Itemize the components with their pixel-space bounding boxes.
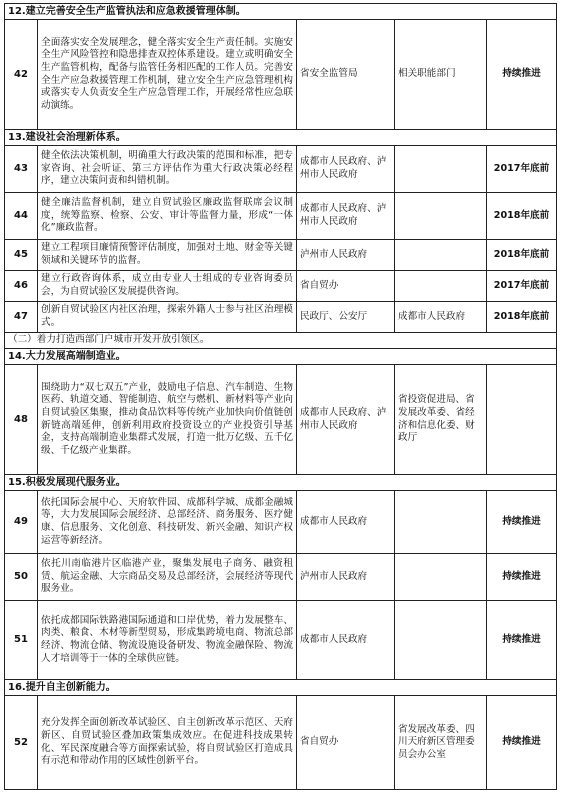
- completion-time: 持续推进: [487, 696, 557, 790]
- table-row: [5, 302, 557, 333]
- completion-time: 2018年底前: [487, 193, 557, 240]
- section-heading: 13.建设社会治理新体系。: [5, 130, 557, 146]
- task-content: 依托川南临港片区临港产业，聚集发展电子商务、融资租赁、航运金融、大宗商品交易及总部经济，会展经济等现代服务业。: [38, 554, 297, 601]
- section-heading-row: [5, 475, 557, 491]
- row-number: 42: [5, 20, 38, 130]
- completion-time: 2018年底前: [487, 240, 557, 271]
- responsible-unit: 省发展改革委、四川天府新区管理委员会办公室: [395, 696, 487, 790]
- responsible-unit: [395, 271, 487, 302]
- lead-unit: 成都市人民政府、泸州市人民政府: [297, 365, 395, 475]
- lead-unit: 省自贸办: [297, 696, 395, 790]
- responsible-unit: [395, 146, 487, 193]
- part-heading: （二）着力打造西部门户城市开发开放引领区。: [5, 333, 557, 349]
- table-row: [5, 271, 557, 302]
- lead-unit: 泸州市人民政府: [297, 554, 395, 601]
- section-heading: 14.大力发展高端制造业。: [5, 349, 557, 365]
- lead-unit: 民政厅、公安厅: [297, 302, 395, 333]
- task-content: 充分发挥全面创新改革试验区、自主创新改革示范区、天府新区、自贸试验区叠加政策集成效应。在促进科技成果转化、军民深度融合等方面探索试验，将自贸试验区打造成具有示范和带动作用的区域性创新平台。: [38, 696, 297, 790]
- responsible-unit: [395, 601, 487, 680]
- row-number: 49: [5, 491, 38, 554]
- task-content: 围绕助力“双七双五”产业，鼓励电子信息、汽车制造、生物医药、轨道交通、智能制造、航空与燃机、新材料等产业向自贸试验区集聚，推动食品饮料等传统产业加快向价值链创新链高端延伸，创新利用政府投资设立的产业投资引导基金，支持高端制造业集群式发展，打造一批万亿级、五千亿级、千亿级产业集群。: [38, 365, 297, 475]
- completion-time: 持续推进: [487, 601, 557, 680]
- table-row: [5, 240, 557, 271]
- lead-unit: 成都市人民政府、泸州市人民政府: [297, 146, 395, 193]
- row-number: 45: [5, 240, 38, 271]
- row-number: 47: [5, 302, 38, 333]
- section-heading-row: [5, 4, 557, 20]
- section-heading: 15.积极发展现代服务业。: [5, 475, 557, 491]
- section-heading: 12.建立完善安全生产监管执法和应急救援管理体制。: [5, 4, 557, 20]
- lead-unit: 省自贸办: [297, 271, 395, 302]
- responsible-unit: 成都市人民政府: [395, 302, 487, 333]
- row-number: 50: [5, 554, 38, 601]
- responsible-unit: [395, 554, 487, 601]
- completion-time: 持续推进: [487, 554, 557, 601]
- row-number: 43: [5, 146, 38, 193]
- completion-time: 2017年底前: [487, 271, 557, 302]
- row-number: 51: [5, 601, 38, 680]
- row-number: 44: [5, 193, 38, 240]
- section-heading-row: [5, 349, 557, 365]
- task-table: [4, 3, 557, 790]
- section-heading: 16.提升自主创新能力。: [5, 680, 557, 696]
- responsible-unit: [395, 193, 487, 240]
- completion-time: 2017年底前: [487, 146, 557, 193]
- responsible-unit: [395, 491, 487, 554]
- lead-unit: 成都市人民政府: [297, 601, 395, 680]
- task-content: 依托成都国际铁路港国际通道和口岸优势，着力发展整车、肉类、粮食、木材等新型贸易，形成集跨境电商、物流总部经济、物流仓储、物流设施设备研发、物流金融保险、物流人才培训等于一体的全球供应链。: [38, 601, 297, 680]
- table-row: [5, 491, 557, 554]
- responsible-unit: 相关职能部门: [395, 20, 487, 130]
- table-row: [5, 696, 557, 790]
- table-row: [5, 146, 557, 193]
- responsible-unit: [395, 240, 487, 271]
- part-heading-row: [5, 333, 557, 349]
- row-number: 48: [5, 365, 38, 475]
- table-row: [5, 193, 557, 240]
- table-row: [5, 554, 557, 601]
- task-content: 健全依法决策机制，明确重大行政决策的范围和标准，把专家咨询、社会听证、第三方评估作为重大行政决策必经程序，建立决策问责和纠错机制。: [38, 146, 297, 193]
- task-content: 建立行政咨询体系，成立由专业人士组成的专业咨询委员会，为自贸试验区发展提供咨询。: [38, 271, 297, 302]
- task-content: 建立工程项目廉情预警评估制度，加强对土地、财金等关键领域和关键环节的监督。: [38, 240, 297, 271]
- completion-time: 持续推进: [487, 20, 557, 130]
- completion-time: 持续推进: [487, 491, 557, 554]
- responsible-unit: 省投资促进局、省发展改革委、省经济和信息化委、财政厅: [395, 365, 487, 475]
- lead-unit: 成都市人民政府: [297, 491, 395, 554]
- task-content: 健全廉洁监督机制，建立自贸试验区廉政监督联席会议制度，统筹监察、检察、公安、审计等监督力量，形成“一体化”廉政监督。: [38, 193, 297, 240]
- task-content: 依托国际会展中心、天府软件园、成都科学城、成都金融城等，大力发展国际会展经济、总部经济、商务服务、医疗健康、信息服务、文化创意、科技研发、新兴金融、知识产权运营等新经济。: [38, 491, 297, 554]
- lead-unit: 泸州市人民政府: [297, 240, 395, 271]
- section-heading-row: [5, 130, 557, 146]
- section-heading-row: [5, 680, 557, 696]
- table-row: [5, 20, 557, 130]
- table-row: [5, 365, 557, 475]
- completion-time: 2018年底前: [487, 302, 557, 333]
- task-content: 创新自贸试验区内社区治理，探索外籍人士参与社区治理模式。: [38, 302, 297, 333]
- lead-unit: 省安全监管局: [297, 20, 395, 130]
- row-number: 46: [5, 271, 38, 302]
- task-content: 全面落实安全发展理念，健全落实安全生产责任制。实施安全生产风险管控和隐患排查双控体系建设。建立或明确安全生产监管机构，配备与监管任务相匹配的工作人员。完善安全生产应急救援管理工作机制，建立安全生产应急管理机构或落实专人负责安全生产应急管理工作，开展经常性应急联动演练。: [38, 20, 297, 130]
- completion-time: [487, 365, 557, 475]
- table-row: [5, 601, 557, 680]
- lead-unit: 成都市人民政府、泸州市人民政府: [297, 193, 395, 240]
- row-number: 52: [5, 696, 38, 790]
